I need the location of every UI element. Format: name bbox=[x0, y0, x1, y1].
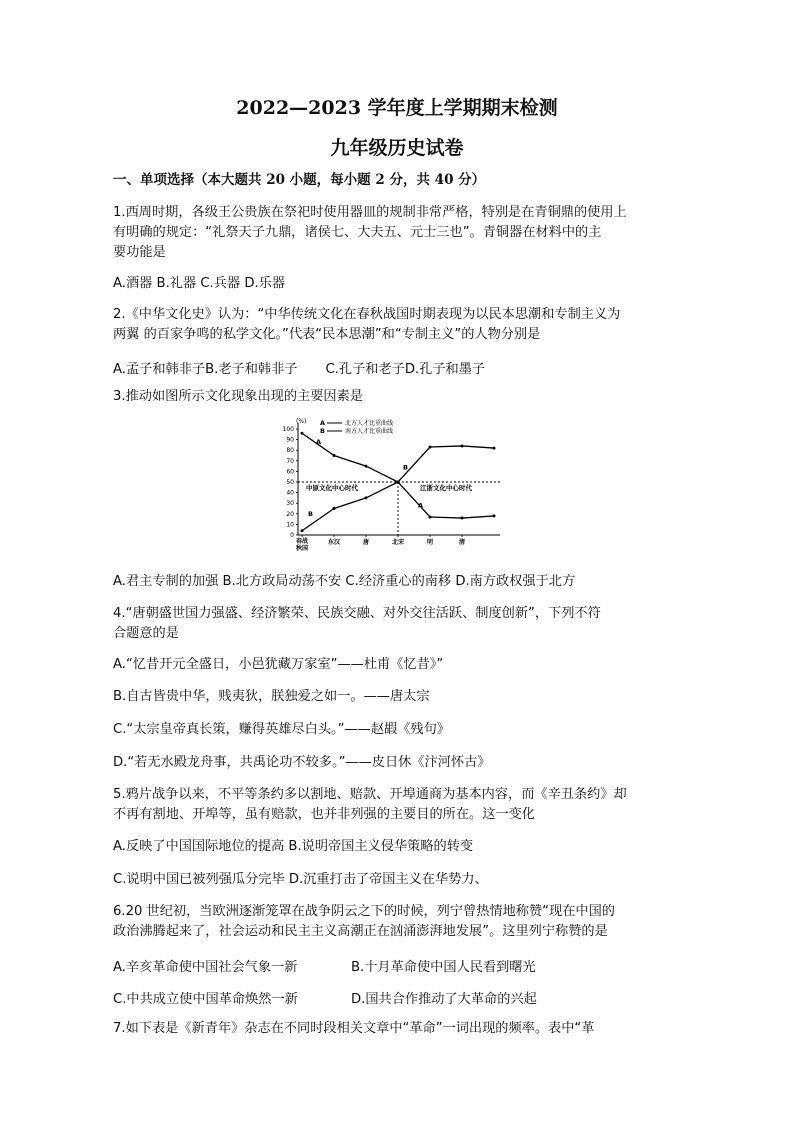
y-tick-label: 20 bbox=[286, 510, 294, 518]
section-heading: 一、单项选择（本大题共 20 小题，每小题 2 分，共 40 分） bbox=[113, 172, 486, 188]
chart-svg bbox=[278, 417, 508, 557]
y-tick-label: 0 bbox=[290, 532, 294, 539]
q6-line-1: 6.20 世纪初，当欧洲逐渐笼罩在战争阴云之下的时候，列宁曾热情地称赞“现在中国的 bbox=[113, 904, 615, 919]
q4-line-1: 4.“唐朝盛世国力强盛、经济繁荣、民族交融、对外交往活跃、制度创新”，下列不符 bbox=[113, 606, 601, 621]
series-point-A bbox=[365, 465, 368, 468]
y-tick-label: 80 bbox=[286, 447, 294, 455]
series-point-B bbox=[461, 444, 464, 447]
q1-line-3: 要功能是 bbox=[113, 245, 166, 260]
y-tick-label: 40 bbox=[286, 489, 294, 497]
q6-options-ab bbox=[113, 956, 536, 975]
q4-option-c: C.“太宗皇帝真长策，赚得英雄尽白头。”——赵嘏《残句》 bbox=[113, 722, 450, 737]
legend-marker: A bbox=[320, 419, 326, 427]
y-tick-label: 10 bbox=[286, 521, 294, 529]
q6-option-b: B.十月革命使中国人民看到曙光 bbox=[351, 960, 536, 975]
x-tick-label: 清 bbox=[458, 539, 466, 546]
q2-options bbox=[113, 358, 485, 377]
x-tick-label: 唐 bbox=[362, 539, 370, 546]
q7-line-1: 7.如下表是《新青年》杂志在不同时段相关文章中“革命”一词出现的频率。表中“革 bbox=[113, 1021, 595, 1036]
q6-option-d: D.国共合作推动了大革命的兴起 bbox=[351, 992, 537, 1007]
legend-marker: B bbox=[320, 427, 325, 435]
series-marker-label: B bbox=[403, 463, 408, 472]
q1-line-2: 有明确的规定：“礼祭天子九鼎，诸侯七、大夫五、元士三也”。青铜器在材料中的主 bbox=[113, 225, 602, 240]
q5-line-2: 不再有割地、开埠等，虽有赔款，也并非列强的主要目的所在。这一变化 bbox=[113, 807, 535, 822]
q2-option-d: D.孔子和墨子 bbox=[404, 362, 486, 377]
y-unit-label: (%) bbox=[296, 418, 307, 425]
q4-option-b: B.自古皆贵中华，贱夷狄，朕独爱之如一。——唐太宗 bbox=[113, 689, 430, 704]
series-point-A bbox=[301, 432, 304, 435]
x-tick-label: 明 bbox=[426, 539, 434, 546]
page-title: 2022—2023 学年度上学期期末检测 bbox=[236, 97, 558, 119]
series-point-A bbox=[333, 454, 336, 457]
series-marker-label: A bbox=[418, 501, 424, 510]
q3-line-1: 3.推动如图所示文化现象出现的主要因素是 bbox=[113, 389, 363, 404]
legend-label: 北方人才比重曲线 bbox=[345, 420, 394, 427]
q5-line-1: 5.鸦片战争以来，不平等条约多以割地、赔款、开埠通商为基本内容，而《辛丑条约》却 bbox=[113, 787, 627, 802]
q5-options-cd: C.说明中国已被列强瓜分完毕 D.沉重打击了帝国主义在华势力、 bbox=[113, 872, 488, 887]
series-point-B bbox=[397, 481, 400, 484]
annotation-central-plains: 中原文化中心时代 bbox=[306, 484, 358, 492]
series-point-B bbox=[493, 447, 496, 450]
series-point-B bbox=[429, 446, 432, 449]
y-tick-label: 50 bbox=[286, 479, 294, 486]
series-point-B bbox=[365, 496, 368, 499]
y-tick-label: 90 bbox=[286, 436, 294, 444]
q6-options-cd bbox=[113, 988, 537, 1007]
x-tick-label: 春战 bbox=[295, 538, 309, 545]
q6-option-a: A.辛亥革命使中国社会气象一新 bbox=[113, 960, 298, 975]
q2-option-a: A.孟子和韩非子 bbox=[113, 362, 206, 377]
q2-option-b: B.老子和韩非子 bbox=[205, 362, 298, 377]
q4-option-a: A.“忆昔开元全盛日，小邑犹藏万家室”——杜甫《忆昔》” bbox=[113, 657, 444, 672]
legend-label: 南方人才比重曲线 bbox=[345, 428, 394, 435]
series-point-B bbox=[333, 507, 336, 510]
y-tick-label: 100 bbox=[282, 426, 294, 433]
x-tick-label: 秋国 bbox=[295, 545, 309, 552]
y-tick-label: 30 bbox=[286, 500, 294, 508]
series-marker-label: B bbox=[308, 509, 313, 518]
page-subtitle: 九年级历史试卷 bbox=[330, 137, 464, 159]
q2-option-c: C.孔子和老子 bbox=[325, 362, 405, 377]
talent-ratio-chart bbox=[278, 417, 508, 557]
q4-line-2: 合题意的是 bbox=[113, 626, 179, 641]
q4-option-d: D.“若无水殿龙舟事，共禹论功不较多。”——皮日休《汴河怀古》 bbox=[113, 755, 491, 770]
y-tick-label: 70 bbox=[286, 457, 294, 465]
series-point-A bbox=[461, 517, 464, 520]
x-tick-label: 东汉 bbox=[327, 539, 341, 546]
y-tick-label: 60 bbox=[286, 468, 294, 476]
q2-line-1: 2.《中华文化史》认为：“中华传统文化在春秋战国时期表现为以民本思潮和专制主义为 bbox=[113, 307, 621, 322]
q1-options: A.酒器 B.礼器 C.兵器 D.乐器 bbox=[113, 276, 286, 291]
q6-line-2: 政治沸腾起来了，社会运动和民主主义高潮正在汹涌澎湃地发展”。这里列宁称赞的是 bbox=[113, 924, 608, 939]
series-point-A bbox=[429, 515, 432, 518]
q6-option-c: C.中共成立使中国革命焕然一新 bbox=[113, 992, 298, 1007]
q2-line-2: 两翼 的百家争鸣的私学文化。”代表“民本思潮”和“专制主义”的人物分别是 bbox=[113, 327, 541, 342]
q3-options: A.君主专制的加强 B.北方政局动荡不安 C.经济重心的南移 D.南方政权强于北方 bbox=[113, 574, 576, 589]
x-tick-label: 北宋 bbox=[391, 539, 405, 546]
series-point-A bbox=[493, 514, 496, 517]
annotation-jiangzhe: 江浙文化中心时代 bbox=[420, 484, 472, 492]
q5-options-ab: A.反映了中国国际地位的提高 B.说明帝国主义侵华策略的转变 bbox=[113, 839, 474, 854]
series-marker-label: A bbox=[316, 437, 322, 446]
q1-line-1: 1.西周时期，各级王公贵族在祭祀时使用器皿的规制非常严格，特别是在青铜鼎的使用上 bbox=[113, 205, 627, 220]
series-point-B bbox=[301, 529, 304, 532]
